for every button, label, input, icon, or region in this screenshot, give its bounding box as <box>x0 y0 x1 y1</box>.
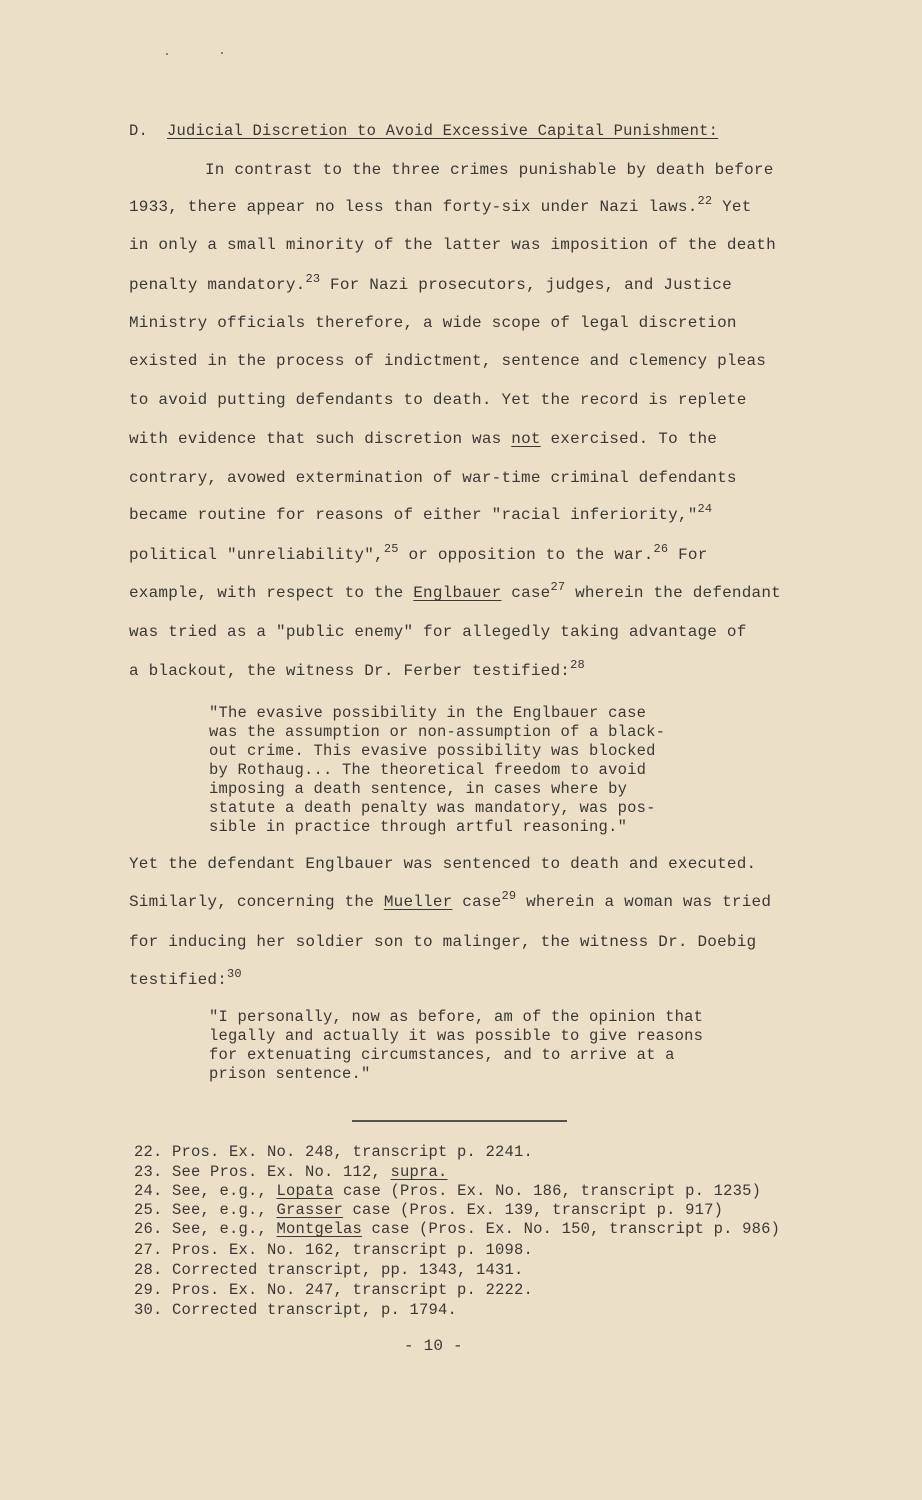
paragraph-line: testified:$^{30}$ <box>129 967 242 989</box>
footnote-ref: 28 <box>570 658 585 672</box>
footnote-ref: 26 <box>653 542 669 556</box>
paragraph-line: example, with respect to the Englbauer case$^{27}$ wherein the defendant <box>129 580 781 602</box>
footnote: 22. Pros. Ex. No. 248, transcript p. 2241. <box>134 1143 534 1161</box>
quote-line: was the assumption or non-assumption of a black- <box>209 723 666 741</box>
quote-line: prison sentence." <box>209 1065 371 1083</box>
footnote-ref: 23 <box>305 272 321 286</box>
quote-line: imposing a death sentence, in cases where by <box>209 780 628 798</box>
footnote: 29. Pros. Ex. No. 247, transcript p. 2222. <box>134 1281 534 1299</box>
footnote: 28. Corrected transcript, pp. 1343, 1431. <box>134 1261 524 1279</box>
quote-line: for extenuating circumstances, and to arrive at a <box>209 1046 675 1064</box>
paragraph-line: In contrast to the three crimes punishable by death before <box>205 161 774 179</box>
footnote: 25. See, e.g., Grasser case (Pros. Ex. 139, transcript p. 917) <box>134 1201 724 1219</box>
paper-speck <box>221 52 223 54</box>
footnote-ref: 30 <box>227 967 242 981</box>
paragraph-line: Yet the defendant Englbauer was sentenced to death and executed. <box>129 855 757 873</box>
quote-line: legally and actually it was possible to give reasons <box>209 1027 704 1045</box>
footnote: 27. Pros. Ex. No. 162, transcript p. 1098. <box>134 1241 534 1259</box>
quote-line: sible in practice through artful reasoning." <box>209 818 628 836</box>
paragraph-line: contrary, avowed extermination of war-time criminal defendants <box>129 469 737 487</box>
footnote: 26. See, e.g., Montgelas case (Pros. Ex. No. 150, transcript p. 986) <box>134 1220 781 1238</box>
footnote-ref: 24 <box>697 502 713 516</box>
footnote: 24. See, e.g., Lopata case (Pros. Ex. No. 186, transcript p. 1235) <box>134 1182 762 1200</box>
footnote: 23. See Pros. Ex. No. 112, supra. <box>134 1163 448 1181</box>
paragraph-line: in only a small minority of the latter was imposition of the death <box>129 236 776 254</box>
quote-line: "The evasive possibility in the Englbauer case <box>209 704 647 722</box>
footnote-ref: 22 <box>697 194 713 208</box>
section-title: Judicial Discretion to Avoid Excessive Capital Punishment: <box>167 122 719 140</box>
paragraph-line: Ministry officials therefore, a wide scope of legal discretion <box>129 314 737 332</box>
paragraph-line: Similarly, concerning the Mueller case$^{29}$ wherein a woman was tried <box>129 889 772 911</box>
paragraph-line: a blackout, the witness Dr. Ferber testified:$^{28}$ <box>129 658 585 680</box>
footnote-separator <box>352 1120 567 1122</box>
paragraph-line: to avoid putting defendants to death. Yet the record is replete <box>129 391 747 409</box>
paragraph-line: penalty mandatory.$^{23}$ For Nazi prosecutors, judges, and Justice <box>129 272 732 294</box>
paragraph-line: political "unreliability",$^{25}$ or opposition to the war.$^{26}$ For <box>129 542 708 564</box>
page-number: - 10 - <box>404 1337 463 1355</box>
paragraph-line: for inducing her soldier son to malinger, the witness Dr. Doebig <box>129 933 757 951</box>
paragraph-line: was tried as a "public enemy" for allegedly taking advantage of <box>129 623 747 641</box>
section-heading <box>129 122 718 140</box>
paragraph-line: became routine for reasons of either "racial inferiority,"$^{24}$ <box>129 502 713 524</box>
footnote-ref: 25 <box>383 542 399 556</box>
quote-line: by Rothaug... The theoretical freedom to avoid <box>209 761 647 779</box>
footnote-ref: 27 <box>550 580 566 594</box>
paragraph-line: existed in the process of indictment, sentence and clemency pleas <box>129 352 767 370</box>
footnote: 30. Corrected transcript, p. 1794. <box>134 1301 458 1319</box>
section-letter: D. <box>129 122 149 140</box>
footnote-ref: 29 <box>501 889 517 903</box>
paragraph-line: 1933, there appear no less than forty-six under Nazi laws.$^{22}$ Yet <box>129 194 752 216</box>
quote-line: "I personally, now as before, am of the opinion that <box>209 1008 704 1026</box>
quote-line: out crime. This evasive possibility was blocked <box>209 742 656 760</box>
paper-speck <box>166 53 168 55</box>
paragraph-line: with evidence that such discretion was not exercised. To the <box>129 430 718 448</box>
quote-line: statute a death penalty was mandatory, was pos- <box>209 799 656 817</box>
